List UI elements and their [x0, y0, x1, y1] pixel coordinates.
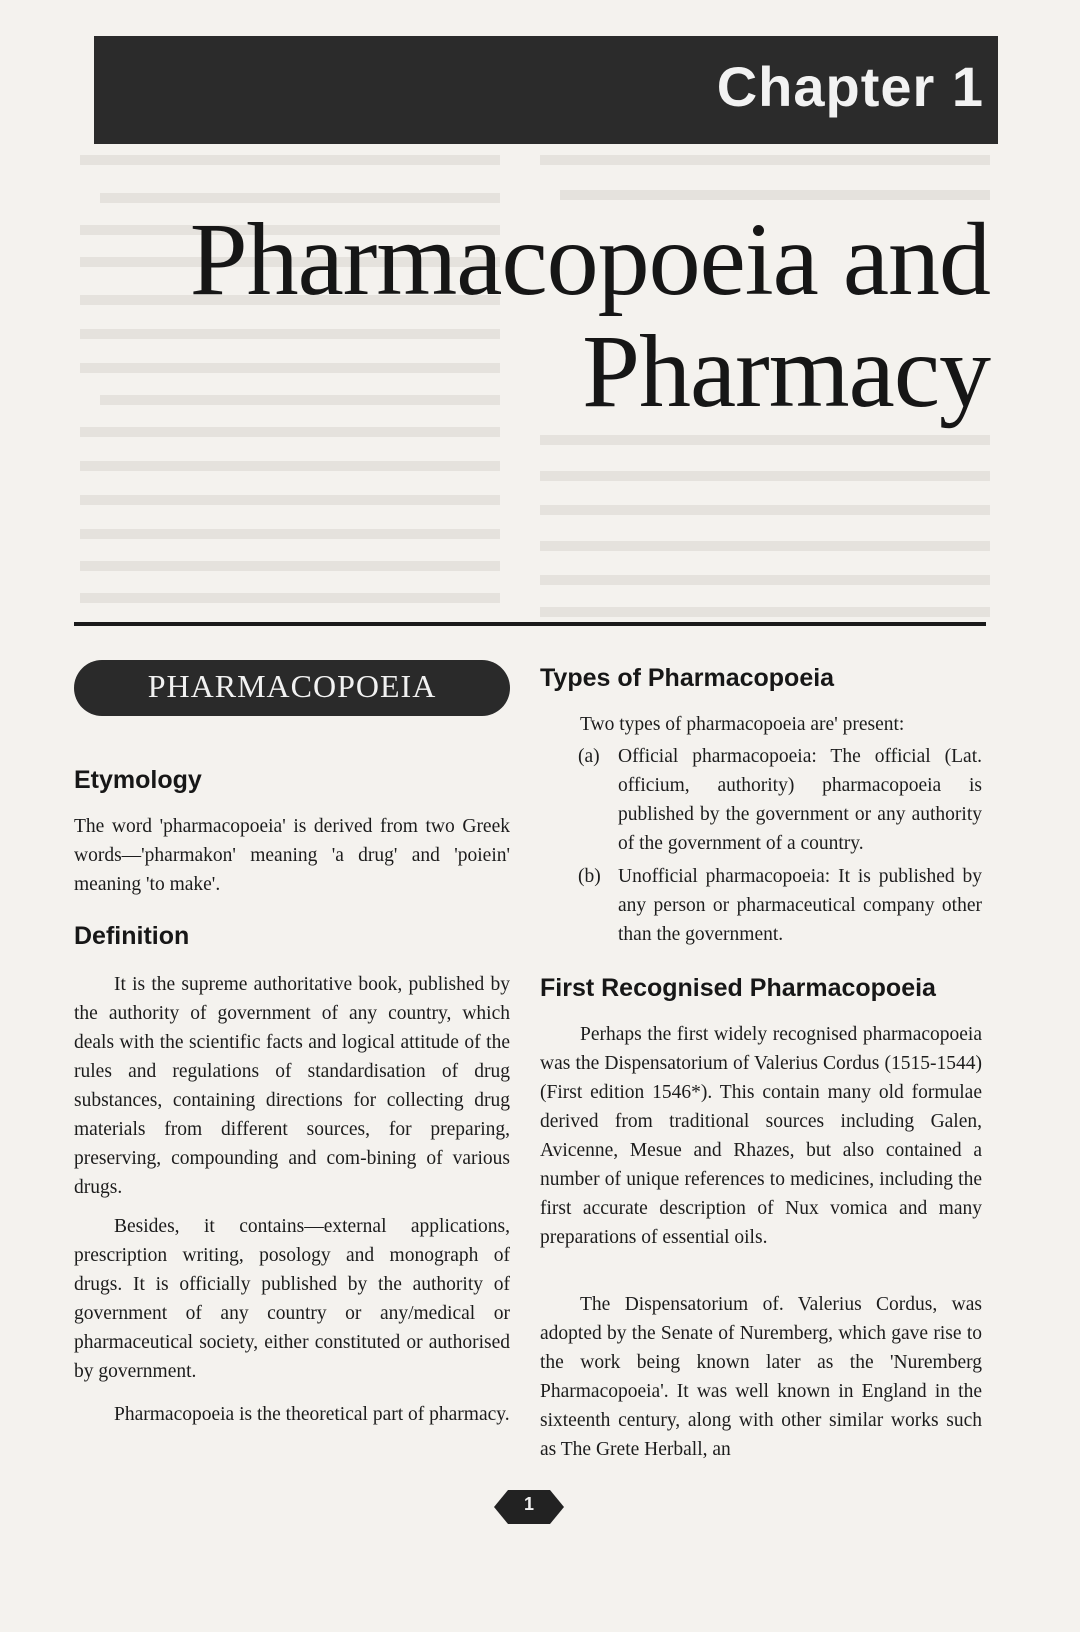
- section-divider: [74, 622, 986, 626]
- list-marker: (b): [578, 866, 601, 887]
- page-number-badge: [494, 1490, 564, 1524]
- list-item-text: Official pharmacopoeia: The official (Lat. officium, authority) pharmacopoeia is published by the government or any authority of the government of a country.: [618, 746, 982, 854]
- list-marker: (a): [578, 746, 600, 767]
- types-heading: Types of Pharmacopoeia: [540, 664, 835, 692]
- page-title-line-2: Pharmacy: [582, 314, 990, 429]
- list-item: [578, 742, 982, 854]
- first-recognised-paragraph-2: The Dispensatorium of. Valerius Cordus, was adopted by the Senate of Nuremberg, which gave rise to the work being known later as the 'Nuremberg Pharmacopoeia'. It was well known in England in the sixteenth century, along with other similar works such as The Grete Herball, an: [540, 1294, 982, 1460]
- definition-heading: Definition: [74, 922, 190, 950]
- section-pill: [74, 660, 510, 716]
- chapter-banner: [94, 36, 998, 144]
- chapter-label: Chapter 1: [716, 55, 984, 118]
- definition-paragraph-3: Pharmacopoeia is the theoretical part of pharmacy.: [114, 1404, 510, 1425]
- page-title-line-1: Pharmacopoeia and: [189, 202, 990, 317]
- list-item: [578, 862, 982, 952]
- page-number: 1: [523, 1494, 534, 1514]
- definition-paragraph-1: It is the supreme authoritative book, published by the authority of government of any country, which deals with the scientific facts and logical attitude of the rules and regulations of standardisation of drug substances, containing directions for collecting drug materials from different sources, for preparing, preserving, compounding and com-bining of various drugs.: [74, 974, 510, 1198]
- list-item-text: Unofficial pharmacopoeia: It is published by any person or pharmaceutical company other than the government.: [618, 866, 982, 945]
- definition-paragraph-2: Besides, it contains—external applications, prescription writing, posology and monograph of drugs. It is officially published by the authority of government of any country or any/medical or pharmaceutical society, either constituted or authorised by government.: [74, 1216, 510, 1382]
- types-intro: Two types of pharmacopoeia are' present:: [580, 714, 905, 735]
- section-pill-label: PHARMACOPOEIA: [147, 668, 437, 704]
- first-recognised-heading: First Recognised Pharmacopoeia: [540, 974, 936, 1002]
- first-recognised-paragraph-1: Perhaps the first widely recognised pharmacopoeia was the Dispensatorium of Valerius Cordus (1515-1544) (First edition 1546*). This contain many old formulae derived from traditional sources including Galen, Avicenne, Mesue and Rhazes, but also contained a number of unique references to medicines, including the first accurate description of Nux vomica and many preparations of essential oils.: [540, 1024, 982, 1248]
- etymology-heading: Etymology: [74, 766, 202, 794]
- etymology-text: The word 'pharmacopoeia' is derived from two Greek words—'pharmakon' meaning 'a drug' and 'poiein' meaning 'to make'.: [74, 816, 510, 895]
